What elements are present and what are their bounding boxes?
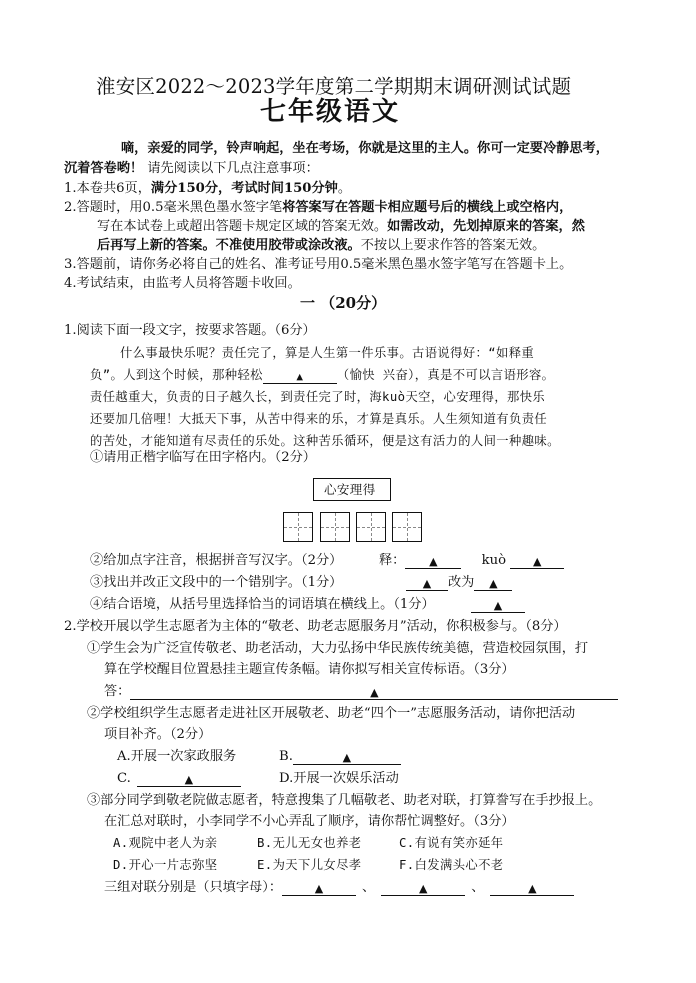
q2-sub3-answer: 三组对联分别是（只填字母）： ▲ 、 ▲ 、 ▲ [104,879,574,896]
passage-line-2: 负”。人到这个时候，那种轻松 ▲ （愉快 兴奋），真是不可以言语形容。 [90,368,555,383]
answer-blank[interactable]: ▲ [263,368,337,384]
answer-blank[interactable]: ▲ [282,880,356,896]
model-text-box [313,478,391,501]
intro-line-2: 沉着答卷哟！ 请先阅读以下几点注意事项： [64,161,319,176]
tian-grid-cell[interactable] [320,512,350,542]
tian-grid-cell[interactable] [283,512,313,542]
option-d: D.开展一次娱乐活动 [279,771,399,786]
answer-blank[interactable]: ▲ [471,597,525,613]
note-1: 1.本卷共6页，满分150分，考试时间150分钟。 [64,181,352,196]
answer-blank[interactable]: ▲ [474,575,512,591]
couplet-a: A.观院中老人为亲 [113,836,218,850]
exam-subtitle: 七年级语文 [260,97,401,127]
option-c: C. ▲ [117,770,241,787]
note-4: 4.考试结束，由监考人员将答题卡收回。 [64,276,301,291]
answer-blank[interactable]: ▲ [510,553,564,569]
answer-blank[interactable]: ▲ [406,575,448,591]
passage-line-3: 责任越重大，负责的日子越久长，到责任完了时，海kuò天空，心安理得，那快乐 [90,390,546,404]
q1-sub3: ③找出并改正文段中的一个错别字。（1分） [90,575,343,590]
answer-blank[interactable]: ▲ [490,880,574,896]
tian-grid-cell[interactable] [392,512,422,542]
note-2-cont: 写在本试卷上或超出答题卡规定区域的答案无效。如需改动，先划掉原来的答案，然 [97,219,585,234]
q2-sub2-line-1: ②学校组织学生志愿者走进社区开展敬老、助老“四个一”志愿服务活动，请你把活动 [87,706,576,721]
q1-sub4-answer [471,596,525,613]
q2-sub3-line-2: 在汇总对联时，小李同学不小心弄乱了顺序，请你帮忙调整好。（3分） [104,814,515,829]
q1-sub2-answers: 释： ▲ kuò ▲ [379,552,564,569]
passage-line-4: 还要加几倍哩！大抵天下事，从苦中得来的乐，才算是真乐。人生须知道有负责任 [90,412,548,426]
note-3: 3.答题前，请你务必将自己的姓名、准考证号用0.5毫米黑色墨水签字笔写在答题卡上。 [64,257,573,272]
couplet-f: F.白发满头心不老 [399,858,504,872]
option-a: A.开展一次家政服务 [117,749,237,764]
couplet-b: B.无儿无女也养老 [257,836,362,850]
exam-title: 淮安区2022～2023学年度第二学期期末调研测试试题 [96,75,572,98]
q2-sub3-line-1: ③部分同学到敬老院做志愿者，特意搜集了几幅敬老、助老对联，打算誊写在手抄报上。 [87,793,602,808]
q2-sub1-line-2: 算在学校醒目位置悬挂主题宣传条幅。请你拟写相关宣传标语。（3分） [104,662,515,677]
q2-sub1-answer: 答： ▲ [104,683,618,700]
q1-sub4: ④结合语境，从括号里选择恰当的词语填在横线上。（1分） [90,597,435,612]
answer-line[interactable]: ▲ [130,684,618,700]
q1-sub3-answers: ▲ 改为 ▲ [406,574,512,591]
answer-blank[interactable]: ▲ [405,553,461,569]
intro-line-1: 嘀，亲爱的同学，铃声响起，坐在考场，你就是这里的主人。你可一定要冷静思考， [121,141,609,156]
model-text: 心安理得 [324,482,376,497]
passage-line-5: 的苦处，才能知道有尽责任的乐处。这种苦乐循环，便是这有活力的人间一种趣味。 [90,434,560,448]
answer-blank[interactable]: ▲ [137,771,241,787]
note-2: 2.答题时，用0.5毫米黑色墨水签字笔将答案写在答题卡相应题号后的横线上或空格内， [64,200,573,215]
section-one-heading: 一 （20分） [300,294,387,312]
passage-line-1: 什么事最快乐呢？责任完了，算是人生第一件乐事。古语说得好：“如释重 [120,346,535,360]
q1-sub2: ②给加点字注音，根据拼音写汉字。（2分） [90,553,343,568]
q1-stem: 1.阅读下面一段文字，按要求答题。（6分） [64,323,316,338]
note-2-cont2: 后再写上新的答案。不准使用胶带或涂改液。不按以上要求作答的答案无效。 [97,238,546,253]
option-b: B. ▲ [279,748,401,765]
answer-blank[interactable]: ▲ [293,749,401,765]
couplet-e: E.为天下儿女尽孝 [257,858,362,872]
q1-sub1: ①请用正楷字临写在田字格内。（2分） [90,450,316,465]
q2-stem: 2.学校开展以学生志愿者为主体的“敬老、助老志愿服务月”活动，你积极参与。（8分） [64,619,567,634]
couplet-d: D.开心一片志弥坚 [113,858,218,872]
q2-sub2-line-2: 项目补齐。（2分） [104,727,212,742]
q2-sub1-line-1: ①学生会为广泛宣传敬老、助老活动，大力弘扬中华民族传统美德，营造校园氛围，打 [87,641,589,656]
couplet-c: C.有说有笑亦延年 [399,836,504,850]
tian-grid-cell[interactable] [356,512,386,542]
answer-blank[interactable]: ▲ [381,880,465,896]
